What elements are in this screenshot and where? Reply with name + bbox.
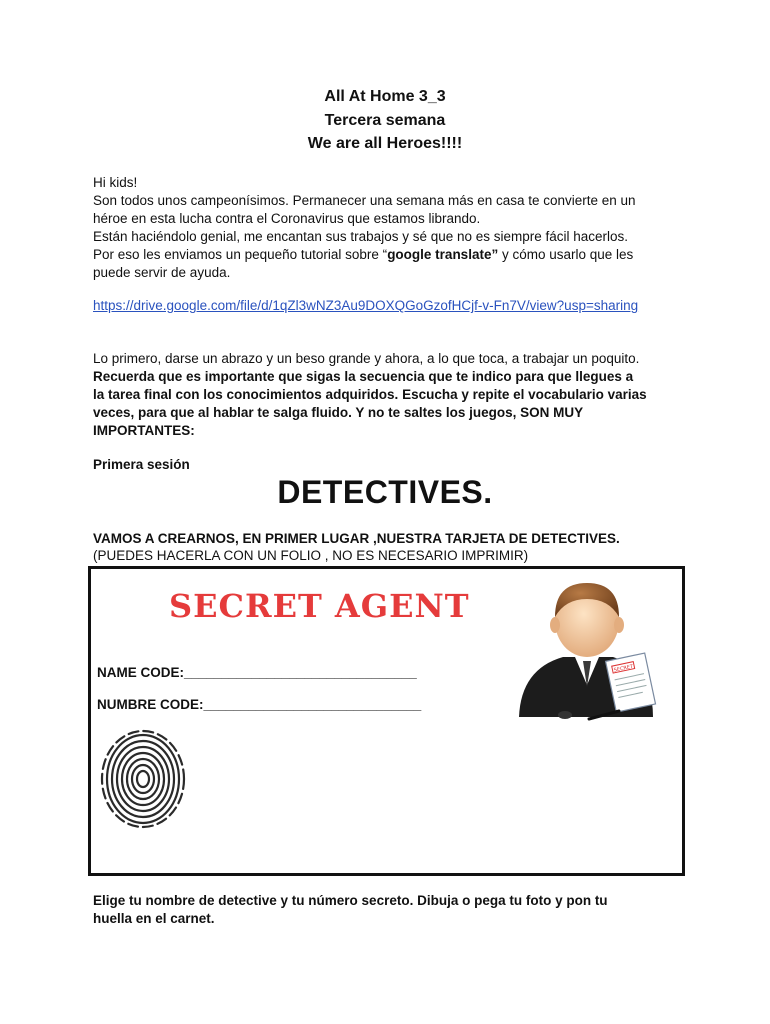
greeting: Hi kids! <box>93 175 138 190</box>
task-instructions <box>93 530 620 564</box>
name-code-field: NAME CODE:_______________________________ <box>97 665 417 680</box>
instructions-bold-line: IMPORTANTES: <box>93 423 195 438</box>
instructions-bold-line: Recuerda que es importante que sigas la secuencia que te indico para que llegues a <box>93 369 634 384</box>
closing-line: Elige tu nombre de detective y tu número secreto. Dibuja o pega tu foto y pon tu <box>93 893 608 908</box>
title-line-3: We are all Heroes!!!! <box>307 135 463 152</box>
closing-line: huella en el carnet. <box>93 911 215 926</box>
intro-line: puede servir de ayuda. <box>93 265 231 280</box>
intro-line-text: Por eso les enviamos un pequeño tutorial sobre “ <box>93 247 388 262</box>
instructions-bold-line: la tarea final con los conocimientos adquiridos. Escucha y repite el vocabulario varias <box>93 387 647 402</box>
intro-line: Son todos unos campeonísimos. Permanecer una semana más en casa te convierte en un <box>93 193 636 208</box>
closing-instructions <box>93 892 608 928</box>
number-code-field: NUMBRE CODE:_____________________________ <box>97 697 422 712</box>
instructions-paragraph <box>93 350 693 440</box>
secret-agent-icon <box>501 577 671 722</box>
secret-agent-heading: SECRET AGENT <box>169 587 470 625</box>
session-label: Primera sesión <box>93 457 190 472</box>
instructions-line: Lo primero, darse un abrazo y un beso grande y ahora, a lo que toca, a trabajar un poquito. <box>93 351 640 366</box>
intro-line-text: y cómo usarlo que les <box>498 247 634 262</box>
task-line: (PUEDES HACERLA CON UN FOLIO , NO ES NECESARIO IMPRIMIR) <box>93 548 529 563</box>
intro-line: Están haciéndolo genial, me encantan sus trabajos y sé que no es siempre fácil hacerlos. <box>93 229 629 244</box>
intro-line <box>93 246 693 264</box>
title-line-1: All At Home 3_3 <box>324 88 446 105</box>
agent-card <box>88 566 685 876</box>
activity-title: DETECTIVES. <box>277 474 493 510</box>
task-line: VAMOS A CREARNOS, EN PRIMER LUGAR ,NUESTRA TARJETA DE DETECTIVES. <box>93 531 620 546</box>
intro-paragraph <box>93 174 693 282</box>
tutorial-link[interactable]: https://drive.google.com/file/d/1qZl3wNZ3Au9DOXQGoGzofHCjf-v-Fn7V/view?usp=sharing <box>93 298 639 313</box>
instructions-bold-line: veces, para que al hablar te salga fluido. Y no te saltes los juegos, SON MUY <box>93 405 584 420</box>
svg-text:SECRET: SECRET <box>613 663 634 674</box>
intro-line: héroe en esta lucha contra el Coronavirus que estamos librando. <box>93 211 481 226</box>
fingerprint-icon <box>95 727 191 831</box>
title-line-2: Tercera semana <box>324 112 446 129</box>
google-translate-label: google translate” <box>387 247 499 262</box>
